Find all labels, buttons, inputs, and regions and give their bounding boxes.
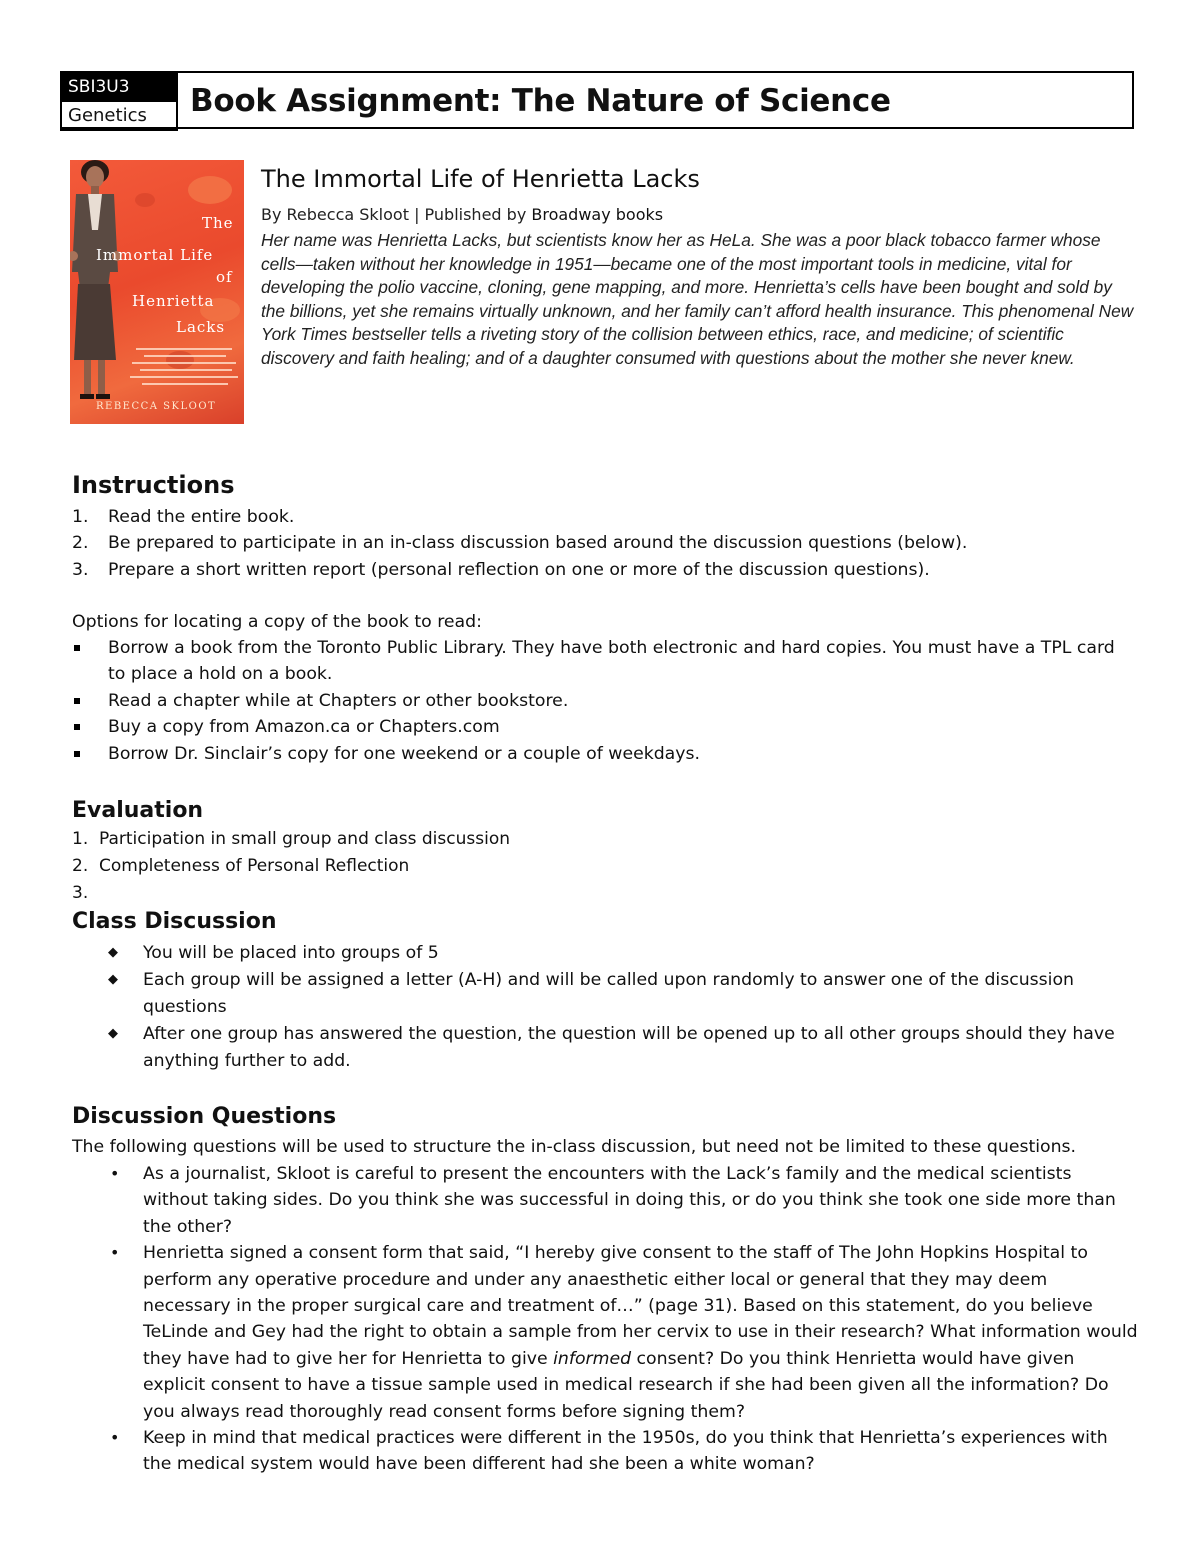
square-bullet-icon	[74, 751, 80, 757]
instructions-list	[72, 504, 1138, 583]
item-number: 2.	[72, 855, 89, 876]
item-text: Prepare a short written report (personal reflection on one or more of the discussion questions).	[108, 559, 930, 580]
cover-author: REBECCA SKLOOT	[96, 401, 217, 412]
item-number: 2.	[72, 533, 89, 554]
list-item	[110, 1240, 1138, 1425]
class-discussion-heading: Class Discussion	[72, 909, 277, 934]
discussion-questions-list	[110, 1161, 1138, 1478]
item-text: You will be placed into groups of 5	[143, 943, 439, 963]
item-text: Read the entire book.	[108, 507, 295, 527]
class-discussion-list	[108, 940, 1133, 1074]
item-number: 3.	[72, 882, 89, 903]
question-text: As a journalist, Skloot is careful to present the encounters with the Lack’s family and the medical scientists without taking sides. Do you think she was successful in doing this, or do you think she took one side more than the other?	[143, 1164, 1116, 1237]
book-description: Her name was Henrietta Lacks, but scientists know her as HeLa. She was a poor black tobacco farmer whose cells—taken without her knowledge in 1951—became one of the most important tools in medicine, vital for developing the polio vaccine, cloning, gene mapping, and more. Henrietta’s cells have been bought and sold by the billions, yet she remains virtually unknown, and her family can’t afford health insurance. This phenomenal New York Times bestseller tells a riveting story of the collision between ethics, race, and medicine; of scientific discovery and faith healing; and of a daughter consumed with questions about the mother she never knew.	[261, 230, 1134, 368]
item-text: After one group has answered the question, the question will be opened up to all other groups should they have anything further to add.	[143, 1024, 1115, 1071]
list-item	[72, 557, 1138, 583]
book-title: The Immortal Life of Henrietta Lacks	[261, 165, 700, 193]
page-title: Book Assignment: The Nature of Science	[190, 83, 891, 119]
evaluation-heading: Evaluation	[72, 798, 204, 823]
item-number: 1.	[72, 507, 89, 527]
item-text	[99, 880, 1099, 907]
list-item	[108, 940, 1133, 966]
book-byline	[261, 204, 663, 226]
item-text: Be prepared to participate in an in-class discussion based around the discussion questions (below).	[108, 533, 968, 554]
item-text: Buy a copy from Amazon.ca or Chapters.com	[108, 717, 500, 738]
byline-prefix: By Rebecca Skloot | Published by	[261, 205, 532, 224]
list-item	[108, 635, 1133, 688]
diamond-bullet-icon: ◆	[108, 1026, 118, 1042]
list-item	[110, 1425, 1138, 1478]
square-bullet-icon	[74, 698, 80, 704]
list-item	[72, 826, 1099, 853]
cover-title-line: Lacks	[176, 318, 226, 336]
instructions-heading: Instructions	[72, 471, 235, 499]
question-text-part: Henrietta signed a consent form that said, “I hereby give consent to the staff of The John Hopkins Hospital to perform any operative procedure and under any anaesthetic either local or general that they may deem necessary in the proper surgical care and treatment of…” (page 31). Based on this statement, do you believe TeLinde and Gey had the right to obtain a sample from her cervix to use in their research? What information would they have had to give her for Henrietta to give	[143, 1243, 1138, 1369]
book-cover-image	[70, 160, 244, 424]
bullet-icon: •	[110, 1164, 120, 1183]
course-unit: Genetics	[68, 105, 147, 126]
evaluation-list	[72, 826, 1099, 906]
question-text-part: consent? Do you think Henrietta would have given explicit consent to have a tissue sample used in medical research if she had been given all the information? Do you always read thoroughly read consent forms before signing them?	[143, 1348, 1109, 1422]
options-list	[108, 635, 1133, 767]
item-text: Each group will be assigned a letter (A-H) and will be called upon randomly to answer one of the discussion questions	[143, 970, 1075, 1017]
question-text	[143, 1240, 1138, 1425]
bullet-icon: •	[110, 1428, 120, 1448]
course-code: SBI3U3	[62, 73, 176, 102]
list-item	[108, 741, 1133, 767]
cover-title-line: Immortal Life	[96, 246, 214, 264]
item-text: Completeness of Personal Reflection	[99, 855, 410, 876]
cover-title-line: The	[202, 214, 234, 232]
item-text: Borrow Dr. Sinclair’s copy for one weekend or a couple of weekdays.	[108, 743, 700, 764]
cover-title-line: Henrietta	[132, 292, 215, 310]
list-item	[72, 504, 1138, 530]
list-item	[72, 530, 1138, 556]
diamond-bullet-icon: ◆	[108, 945, 118, 960]
square-bullet-icon	[74, 724, 80, 730]
list-item	[108, 688, 1133, 714]
bullet-icon: •	[110, 1243, 120, 1263]
course-box	[60, 71, 178, 131]
list-item	[108, 1021, 1133, 1074]
list-item	[108, 714, 1133, 740]
item-text: Participation in small group and class discussion	[99, 829, 510, 849]
list-item	[72, 853, 1099, 880]
list-item	[110, 1161, 1138, 1240]
emphasized-word: informed	[553, 1348, 632, 1369]
publisher-name: Broadway books	[531, 205, 664, 224]
list-item	[108, 967, 1133, 1020]
question-text: Keep in mind that medical practices were different in the 1950s, do you think that Henrietta’s experiences with the medical system would have been different had she been a white woman?	[143, 1428, 1108, 1475]
cover-title-line: of	[216, 268, 233, 286]
item-text: Read a chapter while at Chapters or other bookstore.	[108, 690, 569, 711]
header-box	[60, 71, 1134, 129]
list-item	[72, 880, 1099, 907]
diamond-bullet-icon: ◆	[108, 972, 118, 988]
discussion-questions-heading: Discussion Questions	[72, 1104, 337, 1129]
item-number: 1.	[72, 829, 89, 849]
discussion-questions-intro: The following questions will be used to structure the in-class discussion, but need not be limited to these questions.	[72, 1137, 1077, 1157]
square-bullet-icon	[74, 645, 80, 651]
item-number: 3.	[72, 559, 89, 580]
options-intro: Options for locating a copy of the book to read:	[72, 612, 482, 632]
item-text: Borrow a book from the Toronto Public Library. They have both electronic and hard copies. You must have a TPL card to place a hold on a book.	[108, 638, 1115, 685]
